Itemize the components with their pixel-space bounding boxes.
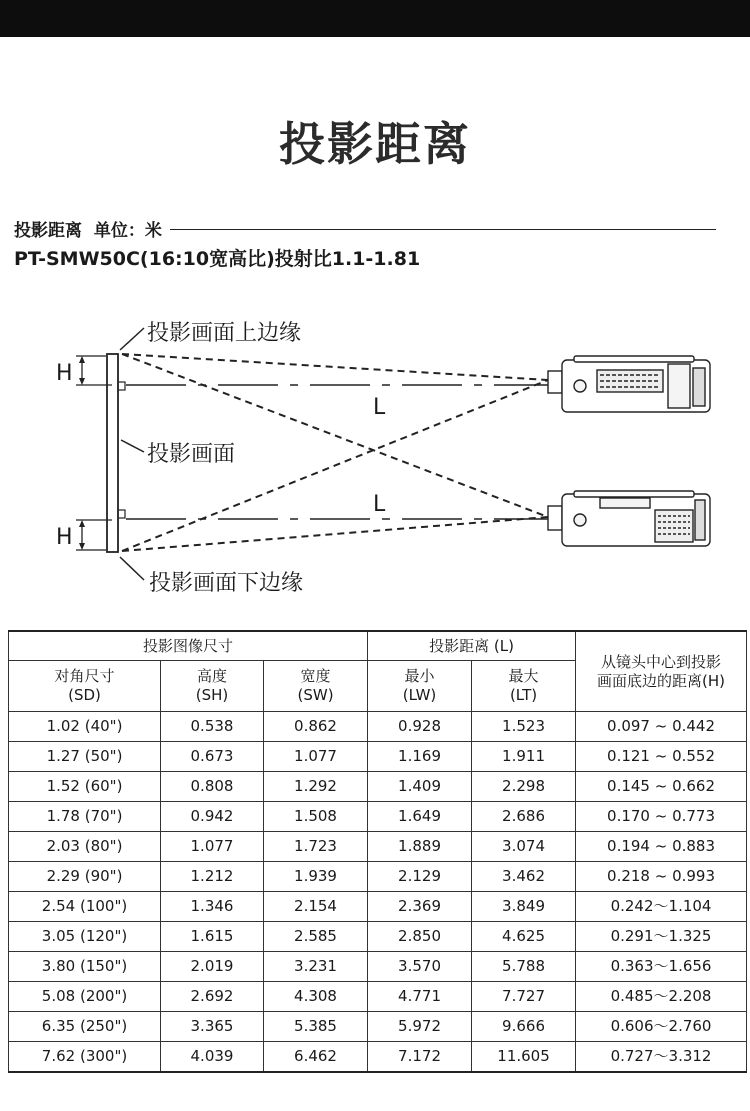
cell-sd: 1.78 (70") xyxy=(9,802,161,832)
cell-lt: 3.074 xyxy=(472,832,576,862)
table-row xyxy=(9,772,747,802)
h-top-arrow-up xyxy=(79,356,85,363)
bottom-edge-leader xyxy=(120,557,144,580)
header-h xyxy=(576,631,747,712)
cell-h: 0.145 ~ 0.662 xyxy=(576,772,747,802)
cell-sw: 1.292 xyxy=(264,772,368,802)
cell-h: 0.606～2.760 xyxy=(576,1012,747,1042)
cell-sd: 2.54 (100") xyxy=(9,892,161,922)
header-sh-name: 高度 xyxy=(196,667,227,685)
top-edge-leader xyxy=(120,328,144,350)
cell-sw: 5.385 xyxy=(264,1012,368,1042)
header-sw-name: 宽度 xyxy=(300,667,331,685)
cell-sh: 0.942 xyxy=(161,802,264,832)
unit-row xyxy=(14,214,716,242)
cell-sw: 4.308 xyxy=(264,982,368,1012)
cell-sw: 2.154 xyxy=(264,892,368,922)
cell-sh: 1.077 xyxy=(161,832,264,862)
cell-sw: 0.862 xyxy=(264,712,368,742)
cell-lt: 1.911 xyxy=(472,742,576,772)
cell-sh: 2.692 xyxy=(161,982,264,1012)
cell-sd: 3.05 (120") xyxy=(9,922,161,952)
cell-sh: 0.538 xyxy=(161,712,264,742)
cell-sh: 0.808 xyxy=(161,772,264,802)
table-row xyxy=(9,892,747,922)
projector-top-icon xyxy=(548,356,710,412)
screen-label: 投影画面 xyxy=(147,442,236,467)
cell-lt: 1.523 xyxy=(472,712,576,742)
cell-lw: 0.928 xyxy=(368,712,472,742)
cell-lt: 3.462 xyxy=(472,862,576,892)
header-lt-code: (LT) xyxy=(509,686,538,704)
cell-lw: 1.409 xyxy=(368,772,472,802)
cell-sd: 3.80 (150") xyxy=(9,952,161,982)
cell-sd: 1.02 (40") xyxy=(9,712,161,742)
projection-diagram xyxy=(0,300,750,620)
cell-sw: 1.508 xyxy=(264,802,368,832)
cell-sh: 1.212 xyxy=(161,862,264,892)
h-bottom-label: H xyxy=(56,525,73,550)
cell-sd: 6.35 (250") xyxy=(9,1012,161,1042)
cell-lw: 7.172 xyxy=(368,1042,472,1073)
table-row xyxy=(9,1042,747,1073)
cell-h: 0.121 ~ 0.552 xyxy=(576,742,747,772)
top-bar xyxy=(0,0,750,37)
header-lw xyxy=(368,661,472,712)
table-row xyxy=(9,922,747,952)
cell-sd: 2.29 (90") xyxy=(9,862,161,892)
l-label-bottom: L xyxy=(373,492,386,517)
unit-divider-line xyxy=(170,229,716,230)
table-row xyxy=(9,982,747,1012)
table-row xyxy=(9,742,747,772)
projection-screen xyxy=(107,354,118,552)
l-label-top: L xyxy=(373,395,386,420)
header-lt xyxy=(472,661,576,712)
cell-h: 0.218 ~ 0.993 xyxy=(576,862,747,892)
cell-lt: 9.666 xyxy=(472,1012,576,1042)
beam-top-to-bottom xyxy=(122,354,548,517)
cell-h: 0.097 ~ 0.442 xyxy=(576,712,747,742)
page-title: 投影距离 xyxy=(279,117,471,171)
cell-sw: 6.462 xyxy=(264,1042,368,1073)
cell-sd: 5.08 (200") xyxy=(9,982,161,1012)
cell-h: 0.727～3.312 xyxy=(576,1042,747,1073)
cell-lt: 2.686 xyxy=(472,802,576,832)
table-row xyxy=(9,712,747,742)
cell-lt: 11.605 xyxy=(472,1042,576,1073)
header-lt-name: 最大 xyxy=(508,667,539,685)
bottom-edge-label: 投影画面下边缘 xyxy=(149,571,304,596)
table-row xyxy=(9,832,747,862)
cell-lt: 2.298 xyxy=(472,772,576,802)
cell-sd: 7.62 (300") xyxy=(9,1042,161,1073)
cell-sh: 0.673 xyxy=(161,742,264,772)
cell-h: 0.363～1.656 xyxy=(576,952,747,982)
cell-h: 0.485～2.208 xyxy=(576,982,747,1012)
cell-lw: 2.129 xyxy=(368,862,472,892)
table-row xyxy=(9,862,747,892)
cell-lw: 1.649 xyxy=(368,802,472,832)
header-h-line1: 从镜头中心到投影 xyxy=(601,652,722,671)
h-top-arrow-down xyxy=(79,378,85,385)
header-sh-code: (SH) xyxy=(195,686,229,704)
header-sd-name: 对角尺寸 xyxy=(54,667,115,685)
unit-label: 投影距离 单位：米 xyxy=(14,220,162,241)
h-bottom-arrow-down xyxy=(79,543,85,550)
projector-bottom-icon xyxy=(548,491,710,546)
header-sd xyxy=(9,661,161,712)
cell-sw: 3.231 xyxy=(264,952,368,982)
cell-lw: 5.972 xyxy=(368,1012,472,1042)
cell-sw: 1.939 xyxy=(264,862,368,892)
cell-lt: 5.788 xyxy=(472,952,576,982)
cell-sh: 4.039 xyxy=(161,1042,264,1073)
cell-lw: 3.570 xyxy=(368,952,472,982)
cell-lt: 4.625 xyxy=(472,922,576,952)
header-sh xyxy=(161,661,264,712)
header-sw-code: (SW) xyxy=(297,686,334,704)
cell-sd: 1.27 (50") xyxy=(9,742,161,772)
cell-lt: 3.849 xyxy=(472,892,576,922)
cell-lw: 4.771 xyxy=(368,982,472,1012)
cell-sh: 1.346 xyxy=(161,892,264,922)
header-sd-code: (SD) xyxy=(68,686,101,704)
cell-sd: 2.03 (80") xyxy=(9,832,161,862)
model-line: PT-SMW50C(16:10宽高比)投射比1.1-1.81 xyxy=(14,248,421,270)
cell-sw: 2.585 xyxy=(264,922,368,952)
h-top-label: H xyxy=(56,361,73,386)
header-lw-code: (LW) xyxy=(402,686,437,704)
header-lw-name: 最小 xyxy=(404,667,435,685)
top-edge-label: 投影画面上边缘 xyxy=(147,321,302,346)
screen-leader xyxy=(121,440,144,452)
header-image-size: 投影图像尺寸 xyxy=(9,631,368,661)
header-h-line2: 画面底边的距离(H) xyxy=(597,671,726,690)
table-row xyxy=(9,802,747,832)
cell-sh: 1.615 xyxy=(161,922,264,952)
cell-sw: 1.723 xyxy=(264,832,368,862)
top-lens-notch xyxy=(118,382,125,390)
cell-sd: 1.52 (60") xyxy=(9,772,161,802)
cell-sw: 1.077 xyxy=(264,742,368,772)
h-bottom-arrow-up xyxy=(79,520,85,527)
beam-bottom-to-bottom xyxy=(122,517,548,551)
header-distance: 投影距离 (L) xyxy=(368,631,576,661)
cell-h: 0.194 ~ 0.883 xyxy=(576,832,747,862)
cell-lw: 1.169 xyxy=(368,742,472,772)
cell-sh: 2.019 xyxy=(161,952,264,982)
cell-h: 0.170 ~ 0.773 xyxy=(576,802,747,832)
projection-distance-table xyxy=(8,630,747,1073)
cell-h: 0.291～1.325 xyxy=(576,922,747,952)
table-row xyxy=(9,1012,747,1042)
cell-lt: 7.727 xyxy=(472,982,576,1012)
beam-top-to-top xyxy=(122,354,548,380)
cell-lw: 2.850 xyxy=(368,922,472,952)
cell-lw: 2.369 xyxy=(368,892,472,922)
bottom-lens-notch xyxy=(118,510,125,518)
cell-h: 0.242～1.104 xyxy=(576,892,747,922)
header-sw xyxy=(264,661,368,712)
table-row xyxy=(9,952,747,982)
cell-lw: 1.889 xyxy=(368,832,472,862)
cell-sh: 3.365 xyxy=(161,1012,264,1042)
